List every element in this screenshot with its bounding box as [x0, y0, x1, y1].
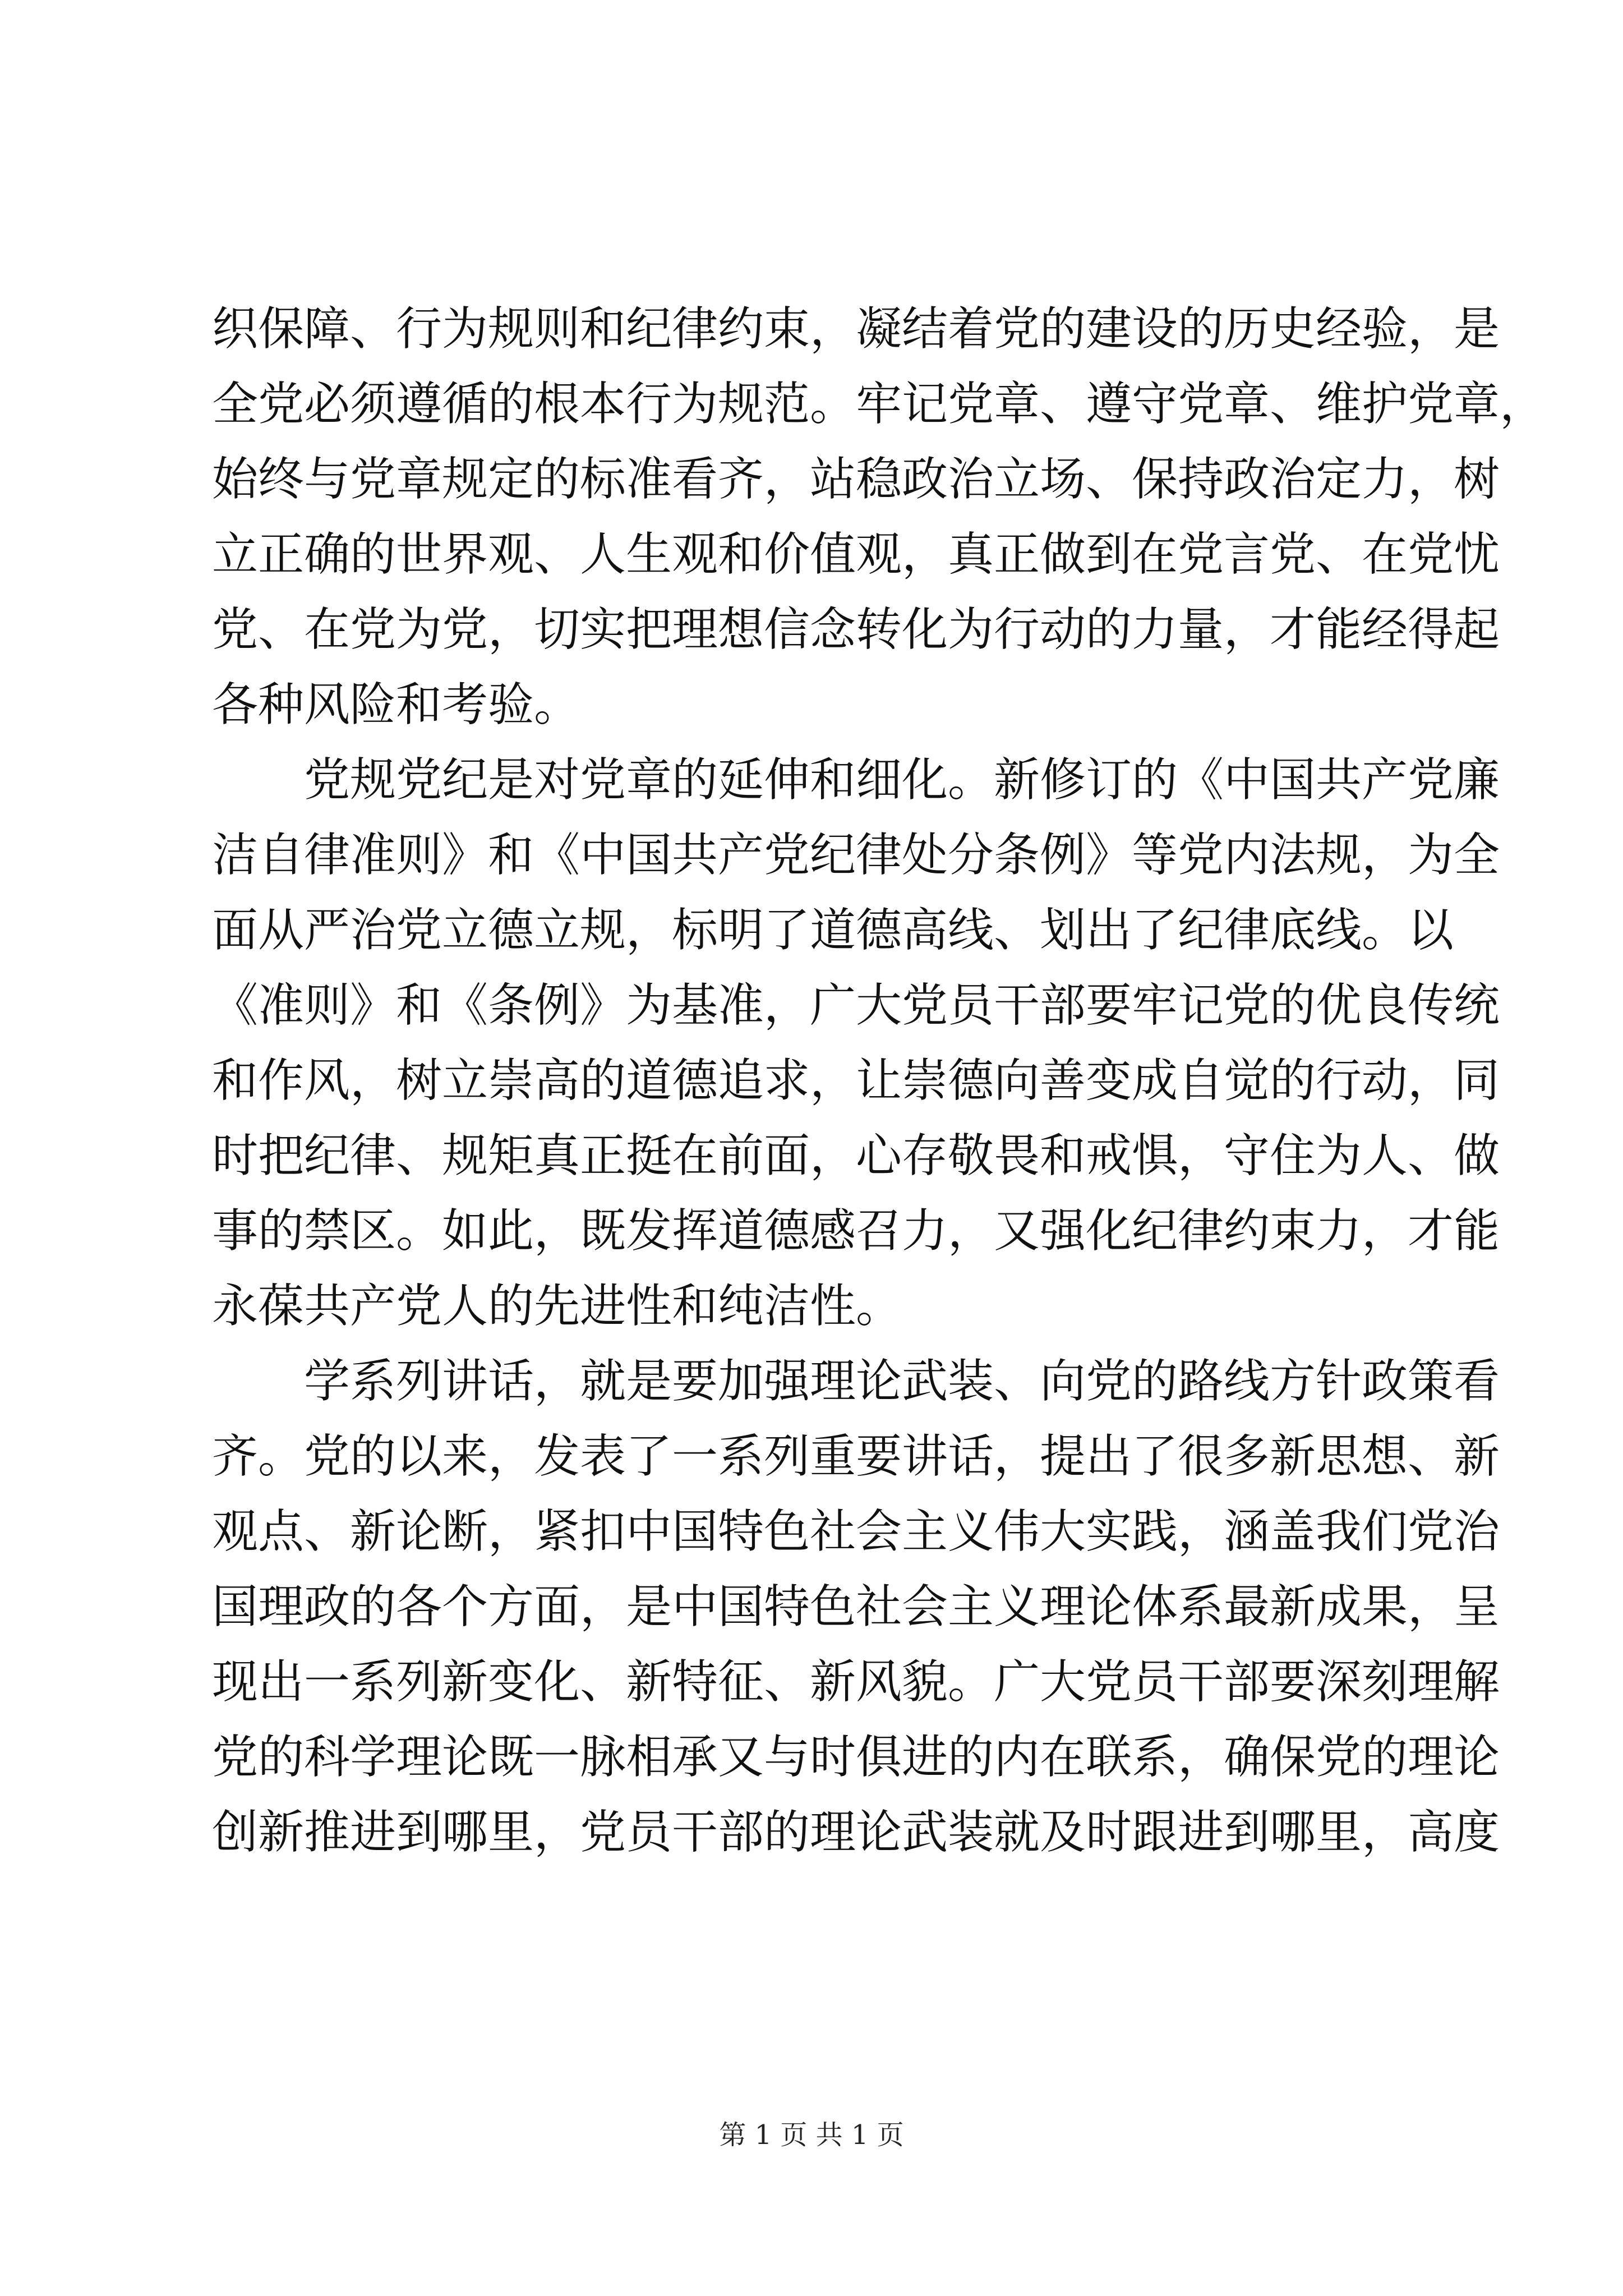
text-line: 《准则》和《条例》为基准，广大党员干部要牢记党的优良传统	[212, 979, 1500, 1032]
page-footer: 第 1 页 共 1 页	[719, 2119, 904, 2151]
text-line: 洁自律准则》和《中国共产党纪律处分条例》等党内法规，为全	[212, 829, 1500, 882]
text-line: 创新推进到哪里，党员干部的理论武装就及时跟进到哪里，高度	[212, 1806, 1500, 1859]
text-line: 全党必须遵循的根本行为规范。牢记党章、遵守党章、维护党章，	[212, 378, 1546, 431]
text-line: 各种风险和考验。	[212, 678, 580, 731]
text-line: 和作风，树立崇高的道德追求，让崇德向善变成自觉的行动，同	[212, 1054, 1500, 1107]
text-line: 党、在党为党，切实把理想信念转化为行动的力量，才能经得起	[212, 603, 1500, 656]
text-line: 国理政的各个方面，是中国特色社会主义理论体系最新成果，呈	[212, 1580, 1500, 1634]
text-line: 事的禁区。如此，既发挥道德感召力，又强化纪律约束力，才能	[212, 1204, 1500, 1258]
text-line: 时把纪律、规矩真正挺在前面，心存敬畏和戒惧，守住为人、做	[212, 1129, 1500, 1182]
text-line: 观点、新论断，紧扣中国特色社会主义伟大实践，涵盖我们党治	[212, 1505, 1500, 1558]
document-body	[212, 292, 1546, 1870]
text-line: 齐。党的以来，发表了一系列重要讲话，提出了很多新思想、新	[212, 1430, 1500, 1483]
text-line: 党规党纪是对党章的延伸和细化。新修订的《中国共产党廉	[304, 753, 1500, 807]
text-line: 立正确的世界观、人生观和价值观，真正做到在党言党、在党忧	[212, 528, 1500, 581]
text-line: 学系列讲话，就是要加强理论武装、向党的路线方针政策看	[304, 1355, 1500, 1408]
text-line: 永葆共产党人的先进性和纯洁性。	[212, 1280, 902, 1333]
text-line: 织保障、行为规则和纪律约束，凝结着党的建设的历史经验，是	[212, 302, 1500, 356]
text-line: 始终与党章规定的标准看齐，站稳政治立场、保持政治定力，树	[212, 453, 1500, 506]
text-line: 现出一系列新变化、新特征、新风貌。广大党员干部要深刻理解	[212, 1655, 1500, 1709]
text-line: 党的科学理论既一脉相承又与时俱进的内在联系，确保党的理论	[212, 1731, 1500, 1784]
text-line: 面从严治党立德立规，标明了道德高线、划出了纪律底线。以	[212, 904, 1454, 957]
